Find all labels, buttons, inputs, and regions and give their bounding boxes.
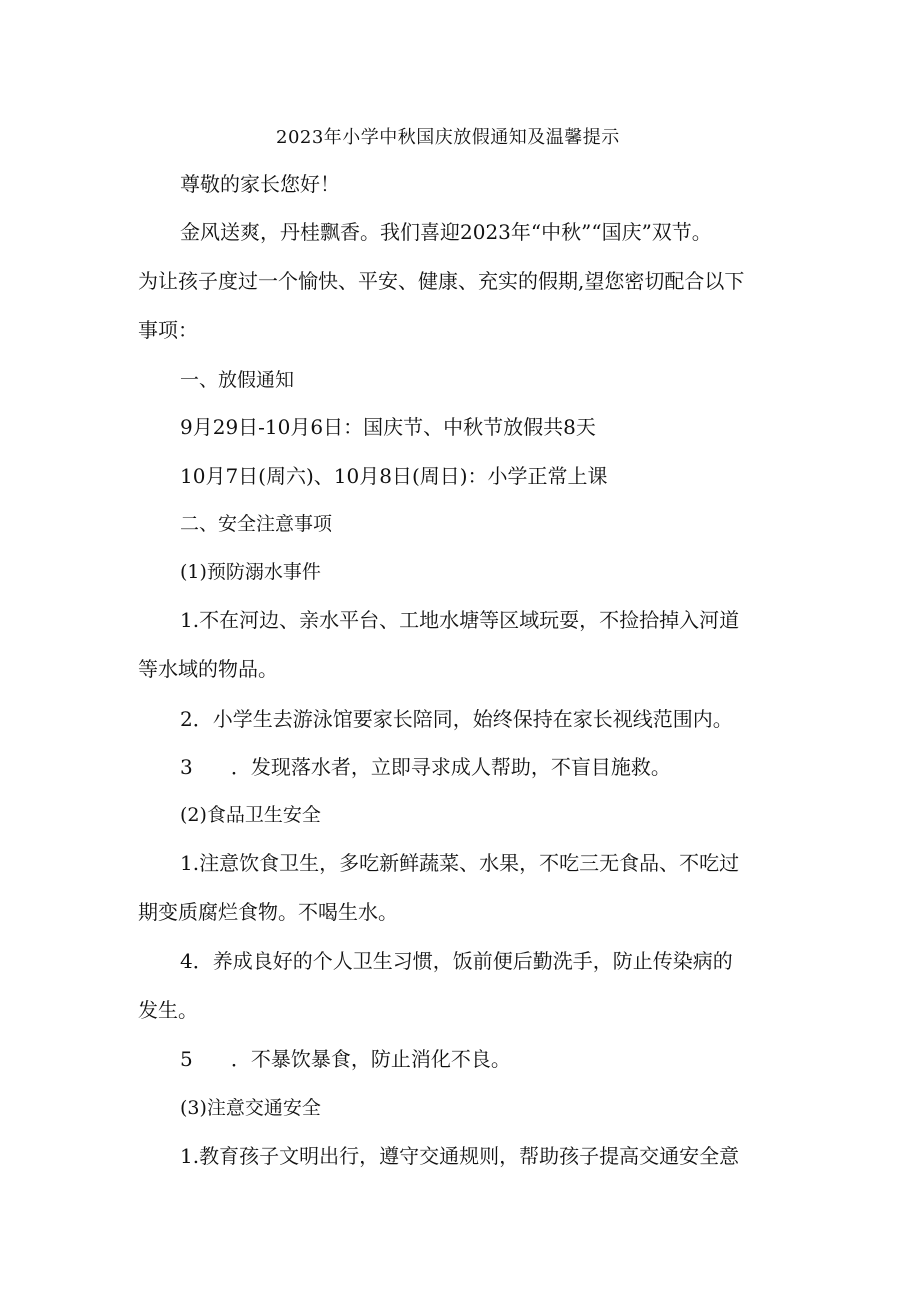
intro-line-1: 金风送爽，丹桂飘香。我们喜迎2023年“中秋”“国庆”双节。 — [180, 220, 712, 244]
document-title: 2023年小学中秋国庆放假通知及温馨提示 — [276, 127, 620, 148]
section-1-heading: 一、放假通知 — [180, 369, 295, 391]
subsection-heading: (1)预防溺水事件 — [180, 561, 321, 583]
safety-item: 1.教育孩子文明出行，遵守交通规则，帮助孩子提高交通安全意 — [180, 1144, 740, 1168]
safety-item: 1.注意饮食卫生，多吃新鲜蔬菜、水果，不吃三无食品、不吃过 — [180, 851, 740, 875]
safety-item: 3 ．发现落水者，立即寻求成人帮助，不盲目施救。 — [180, 755, 671, 779]
intro-line-3: 事项： — [138, 318, 198, 342]
greeting: 尊敬的家长您好！ — [180, 172, 340, 196]
holiday-notice-item: 9月29日-10月6日：国庆节、中秋节放假共8天 — [180, 415, 596, 439]
holiday-notice-item: 10月7日(周六)、10月8日(周日)：小学正常上课 — [180, 464, 608, 488]
subsection-heading: (2)食品卫生安全 — [180, 804, 321, 826]
section-2-heading: 二、安全注意事项 — [180, 513, 333, 535]
safety-item: 4．养成良好的个人卫生习惯，饭前便后勤洗手，防止传染病的 — [180, 949, 733, 973]
safety-item-continued: 期变质腐烂食物。不喝生水。 — [138, 900, 398, 924]
safety-item-continued: 等水域的物品。 — [138, 657, 278, 681]
safety-item: 1.不在河边、亲水平台、工地水塘等区域玩耍，不捡拾掉入河道 — [180, 608, 740, 632]
safety-item-continued: 发生。 — [138, 998, 198, 1022]
intro-line-2: 为让孩子度过一个愉快、平安、健康、充实的假期,望您密切配合以下 — [138, 269, 745, 293]
safety-item: 5 ．不暴饮暴食，防止消化不良。 — [180, 1047, 511, 1071]
subsection-heading: (3)注意交通安全 — [180, 1097, 321, 1119]
safety-item: 2．小学生去游泳馆要家长陪同，始终保持在家长视线范围内。 — [180, 707, 733, 731]
